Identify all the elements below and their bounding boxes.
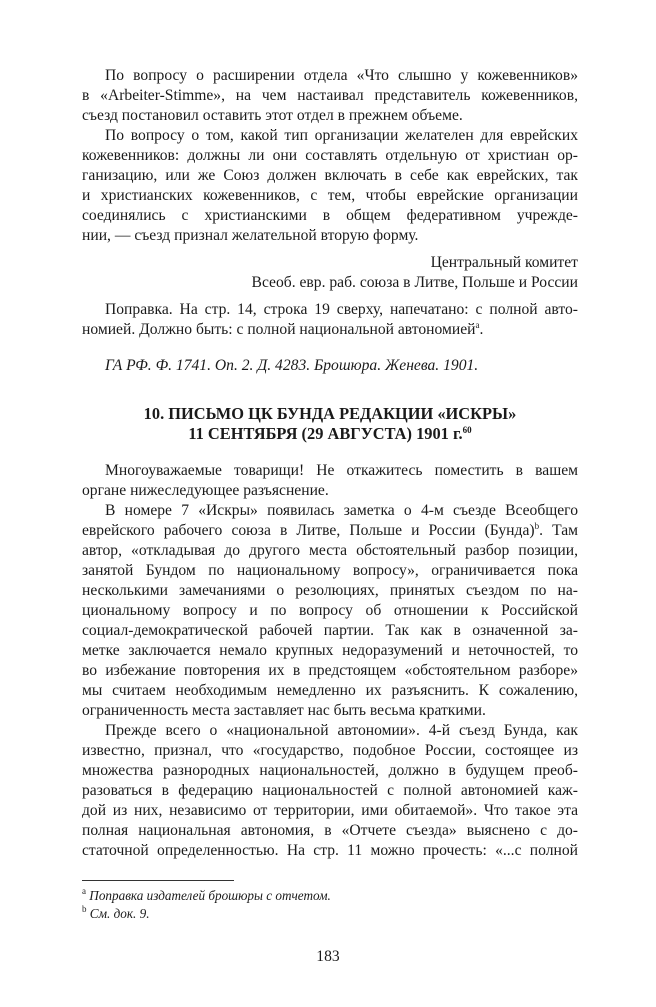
footnote-mark: b [534, 521, 540, 531]
text-fragment: еврейского рабочего союза в Литве, Польше и России (Бунда) [82, 522, 535, 539]
document-date [82, 424, 578, 444]
text-line: несколькими замечаниями о резолюциях, принятых съездом по на- [82, 582, 578, 599]
text-line: По вопросу о том, какой тип организации желателен для еврейских [105, 127, 578, 144]
text-line: во избежание повторения их в предстоящем «обстоятельном разборе» [82, 662, 578, 679]
footnote-divider [82, 880, 234, 881]
document-title: 10. ПИСЬМО ЦК БУНДА РЕДАКЦИИ «ИСКРЫ» [143, 404, 517, 423]
text-fragment: 11 СЕНТЯБРЯ (29 АВГУСТА) 1901 г. [188, 424, 463, 443]
text-fragment: номией. Должно быть: с полной национальной автономией [82, 321, 476, 338]
text-line: Многоуважаемые товарищи! Не откажитесь поместить в вашем [105, 462, 578, 479]
text-line: полная национальная автономия, в «Отчете съезда» выяснено с до- [82, 822, 578, 839]
text-line: мы считаем необходимым немедленно их разъяснить. К сожалению, [82, 682, 578, 699]
signature-line: Всеоб. евр. раб. союза в Литве, Польше и России [251, 274, 578, 291]
footnote [82, 905, 150, 923]
text-line: ограниченность места заставляет нас быть весьма краткими. [82, 702, 486, 719]
text-line: метке заключается немало крупных недоразумений и неточностей, то [82, 642, 578, 659]
text-line: социал-демократической рабочей партии. Так как в означенной за- [82, 622, 578, 639]
text-fragment: . Там [539, 522, 578, 539]
text-line: номией. Должно быть: с полной национальной автономией$^a$. [82, 320, 484, 338]
text-line: статочной определенностью. На стр. 11 можно прочесть: «...с полной [82, 842, 578, 859]
text-line: съезд постановил оставить этот отдел в прежнем объеме. [82, 107, 463, 124]
footnote-text: См. док. 9. [89, 906, 150, 921]
text-line: соединялись с христианскими в общем федеративном учрежде- [82, 207, 578, 224]
text-line: Прежде всего о «национальной автономии». 4-й съезд Бунда, как [105, 722, 578, 739]
text-line: множества разнородных национальностей, должно в будущем преоб- [82, 762, 578, 779]
footnote-mark: a [475, 320, 480, 330]
text-line: известно, признал, что «государство, подобное России, состоящее из [82, 742, 578, 759]
text-line: нии, — съезд признал желательной вторую форму. [82, 227, 419, 244]
text-line: и христианских кожевенников, с тем, чтобы еврейские организации [82, 187, 578, 204]
text-line: циональному вопросу и по вопросу об отношении к Российской [82, 602, 578, 619]
text-line: По вопросу о расширении отдела «Что слышно у кожевенников» [105, 67, 578, 84]
signature-line: Центральный комитет [430, 254, 578, 271]
text-line: дой из них, независимо от территории, ими обитаемой». Что такое эта [82, 802, 578, 819]
archive-reference: ГА РФ. Ф. 1741. Оп. 2. Д. 4283. Брошюра. Женева. 1901. [105, 357, 479, 374]
text-line: занятой Бундом по национальному вопросу», ограничивается пока [82, 562, 578, 579]
footnote [82, 887, 331, 905]
page-number: 183 [316, 948, 340, 965]
footnote-mark: b [82, 904, 87, 914]
footnote-text: Поправка издателей брошюры с отчетом. [89, 888, 331, 903]
footnote-mark: a [82, 886, 86, 896]
text-line: разоваться в федерацию национальностей с полной автономией каж- [82, 782, 578, 799]
text-line: Поправка. На стр. 14, строка 19 сверху, напечатано: с полной авто- [105, 301, 578, 318]
text-line: органе нижеследующее разъяснение. [82, 482, 329, 499]
text-line: автор, «откладывая до другого места обстоятельный разбор позиции, [82, 542, 578, 559]
text-line: ганизацию, или же Союз должен включать в себе как еврейских, так [82, 167, 578, 184]
text-line: в «Arbeiter-Stimme», на чем настаивал представитель кожевенников, [82, 87, 578, 104]
text-line: В номере 7 «Искры» появилась заметка о 4-м съезде Всеобщего [105, 502, 578, 519]
footnote-mark: 60 [462, 425, 472, 435]
text-line [82, 521, 578, 541]
text-line: кожевенников: должны ли они составлять отдельную от христиан ор- [82, 147, 578, 164]
